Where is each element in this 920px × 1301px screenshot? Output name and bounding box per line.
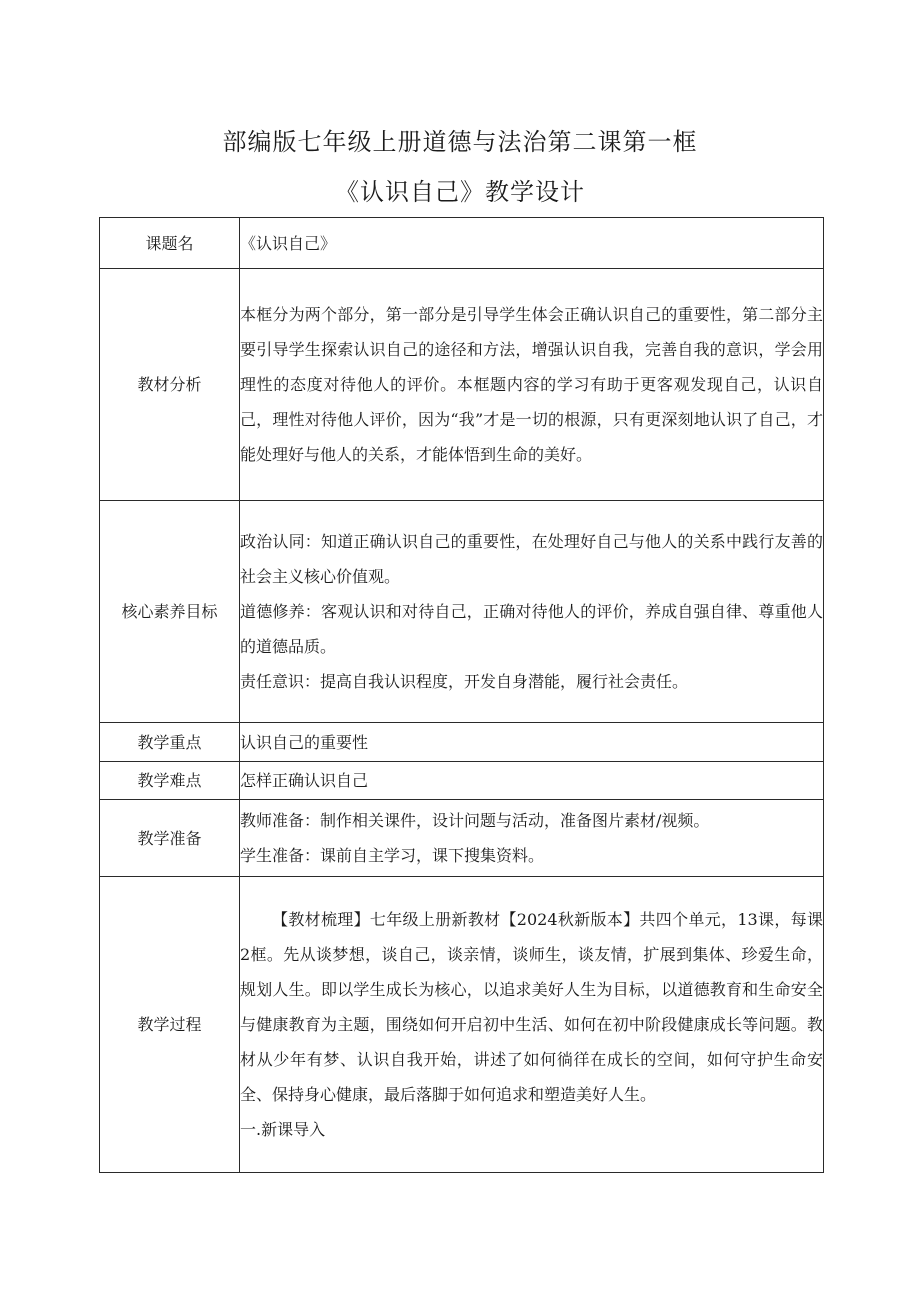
process-section-heading: 一.新课导入 <box>240 1120 326 1139</box>
row-difficulty <box>100 762 824 800</box>
document-title-line-1: 部编版七年级上册道德与法治第二课第一框 <box>222 128 698 156</box>
core-literacy-item: 政治认同：知道正确认识自己的重要性，在处理好自己与他人的关系中践行友善的社会主义核心价值观。 <box>240 532 823 586</box>
label-difficulty: 教学难点 <box>100 762 240 800</box>
label-key-point: 教学重点 <box>100 723 240 762</box>
document-title-line-2: 《认识自己》教学设计 <box>335 178 585 206</box>
value-difficulty: 怎样正确认识自己 <box>240 762 824 800</box>
value-material-analysis <box>240 269 824 501</box>
label-process: 教学过程 <box>100 877 240 1173</box>
label-material-analysis: 教材分析 <box>100 269 240 501</box>
student-preparation: 学生准备：课前自主学习，课下搜集资料。 <box>240 846 545 865</box>
row-topic <box>100 218 824 269</box>
core-literacy-item: 责任意识：提高自我认识程度，开发自身潜能，履行社会责任。 <box>240 672 689 691</box>
row-process <box>100 877 824 1173</box>
label-core-literacy: 核心素养目标 <box>100 501 240 723</box>
row-material-analysis <box>100 269 824 501</box>
value-process <box>240 877 824 1173</box>
value-key-point: 认识自己的重要性 <box>240 723 824 762</box>
teacher-preparation: 教师准备：制作相关课件，设计问题与活动，准备图片素材/视频。 <box>240 811 710 830</box>
lesson-plan-table <box>99 217 824 1173</box>
value-core-literacy <box>240 501 824 723</box>
process-paragraph: 【教材梳理】七年级上册新教材【2024秋新版本】共四个单元，13课，每课2框。先从谈梦想，谈自己，谈亲情，谈师生，谈友情，扩展到集体、珍爱生命，规划人生。即以学生成长为核心，以追求美好人生为目标，以道德教育和生命安全与健康教育为主题，围绕如何开启初中生活、如何在初中阶段健康成长等问题。教材从少年有梦、认识自我开始，讲述了如何徜徉在成长的空间，如何守护生命安全、保持身心健康，最后落脚于如何追求和塑造美好人生。 <box>240 910 823 1104</box>
value-preparation <box>240 800 824 877</box>
value-topic: 《认识自己》 <box>240 218 824 269</box>
material-analysis-text: 本框分为两个部分，第一部分是引导学生体会正确认识自己的重要性，第二部分主要引导学生探索认识自己的途径和方法，增强认识自我，完善自我的意识，学会用理性的态度对待他人的评价。本框题内容的学习有助于更客观发现自己，认识自己，理性对待他人评价，因为“我”才是一切的根源，只有更深刻地认识了自己，才能处理好与他人的关系，才能体悟到生命的美好。 <box>240 305 823 464</box>
row-preparation <box>100 800 824 877</box>
core-literacy-item: 道德修养：客观认识和对待自己，正确对待他人的评价，养成自强自律、尊重他人的道德品质。 <box>240 602 823 656</box>
label-preparation: 教学准备 <box>100 800 240 877</box>
row-key-point <box>100 723 824 762</box>
row-core-literacy <box>100 501 824 723</box>
label-topic: 课题名 <box>100 218 240 269</box>
